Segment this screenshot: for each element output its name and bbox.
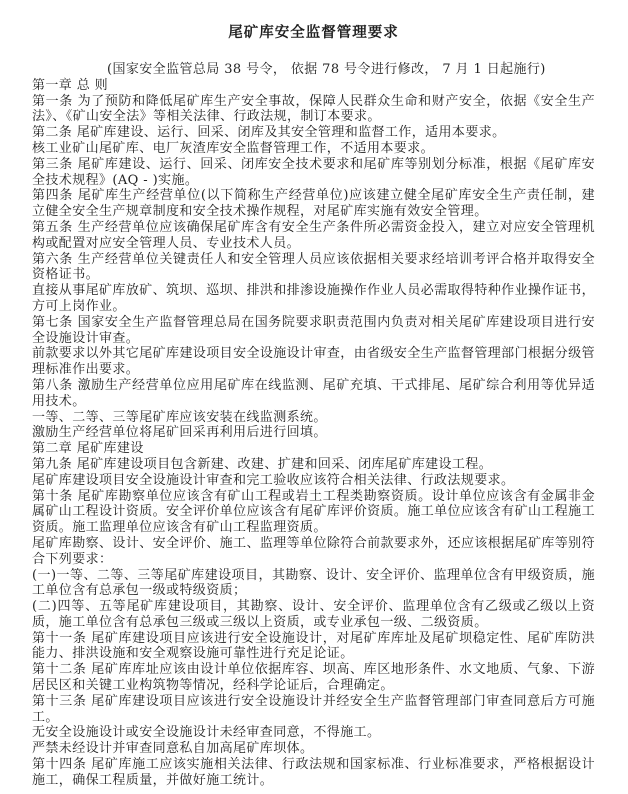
paragraph: 前款要求以外其它尾矿库建设项目安全设施设计审查，由省级安全生产监督管理部门根据分级管理标准作出要求。: [32, 346, 595, 378]
paragraph: 第五条 生产经营单位应该确保尾矿库含有安全生产条件所必需资金投入，建立对应安全管理机构或配置对应安全管理人员、专业技术人员。: [32, 219, 595, 251]
document-title: 尾矿库安全监督管理要求: [228, 24, 399, 41]
paragraph: 第二条 尾矿库建设、运行、回采、闭库及其安全管理和监督工作，适用本要求。: [32, 125, 506, 141]
chapter-heading: 第二章 尾矿库建设: [32, 441, 144, 457]
paragraph: 第十一条 尾矿库建设项目应该进行安全设施设计，对尾矿库库址及尾矿坝稳定性、尾矿库防洪能力、排洪设施和安全观察设施可靠性进行充足论证。: [32, 630, 595, 662]
paragraph: 第三条 尾矿库建设、运行、回采、闭库安全技术要求和尾矿库等别划分标准，根据《尾矿库安全技术规程》(AQ - )实施。: [32, 156, 595, 188]
paragraph: (二)四等、五等尾矿库建设项目，其勘察、设计、安全评价、监理单位含有乙级或乙级以上资质，施工单位含有总承包三级或三级以上资质，或专业承包一级、二级资质。: [32, 599, 595, 630]
paragraph: 第一条 为了预防和降低尾矿库生产安全事故，保障人民群众生命和财产安全，依据《安全生产法》、《矿山安全法》等相关法律、行政法规，制订本要求。: [32, 93, 595, 125]
paragraph: 尾矿库建设项目安全设施设计审查和完工验收应该符合相关法律、行政法规要求。: [32, 472, 515, 488]
paragraph: 第十二条 尾矿库库址应该由设计单位依据库容、坝高、库区地形条件、水文地质、气象、下游居民区和关键工业构筑物等情况，经科学论证后，合理确定。: [32, 662, 595, 694]
chapter-heading: 第一章 总 则: [32, 77, 109, 93]
paragraph: 核工业矿山尾矿库、电厂灰渣库安全监督管理工作，不适用本要求。: [32, 140, 435, 156]
paragraph: 直接从事尾矿库放矿、筑坝、巡坝、排洪和排渗设施操作作业人员必需取得特种作业操作证书，方可上岗作业。: [32, 283, 595, 314]
paragraph: 激励生产经营单位将尾矿回采再利用后进行回填。: [32, 425, 327, 441]
paragraph: 第十三条 尾矿库建设项目应该进行安全设施设计并经安全生产监督管理部门审查同意后方可施工。: [32, 693, 595, 725]
paragraph: 第七条 国家安全生产监督管理总局在国务院要求职责范围内负责对相关尾矿库建设项目进行安全设施设计审查。: [32, 314, 595, 346]
paragraph: 第四条 尾矿库生产经营单位(以下简称生产经营单位)应该建立健全尾矿库安全生产责任制，建立健全安全生产规章制度和安全技术操作规程，对尾矿库实施有效安全管理。: [32, 188, 595, 220]
paragraph: 第十四条 尾矿库施工应该实施相关法律、行政法规和国家标准、行业标准要求，严格根据设计施工，确保工程质量，并做好施工统计。: [32, 757, 595, 788]
paragraph: 一等、二等、三等尾矿库应该安装在线监测系统。: [32, 409, 327, 425]
document-subtitle: (国家安全监管总局 38 号令， 依据 78 号令进行修改， 7 月 1 日起施行): [107, 62, 546, 77]
paragraph: 第六条 生产经营单位关键责任人和安全管理人员应该依据相关要求经培训考评合格并取得安全资格证书。: [32, 251, 595, 283]
paragraph: 第八条 激励生产经营单位应用尾矿库在线监测、尾矿充填、干式排尾、尾矿综合利用等优异适用技术。: [32, 377, 595, 409]
paragraph: 无安全设施设计或安全设施设计未经审查同意，不得施工。: [32, 725, 381, 741]
paragraph: 第十条 尾矿库勘察单位应该含有矿山工程或岩土工程类勘察资质。设计单位应该含有金属非金属矿山工程设计资质。安全评价单位应该含有尾矿库评价资质。施工单位应该含有矿山工程施工资质。施工监理单位应该含有矿山工程监理资质。: [32, 488, 595, 536]
paragraph: (一)一等、二等、三等尾矿库建设项目，其勘察、设计、安全评价、监理单位含有甲级资质，施工单位含有总承包一级或特级资质；: [32, 567, 595, 599]
document-body: [32, 78, 595, 789]
paragraph: 尾矿库勘察、设计、安全评价、施工、监理等单位除符合前款要求外，还应该根据尾矿库等别符合下列要求：: [32, 535, 595, 567]
paragraph: 严禁未经设计并审查同意私自加高尾矿库坝体。: [32, 741, 314, 757]
paragraph: 第九条 尾矿库建设项目包含新建、改建、扩建和回采、闭库尾矿库建设工程。: [32, 456, 493, 472]
